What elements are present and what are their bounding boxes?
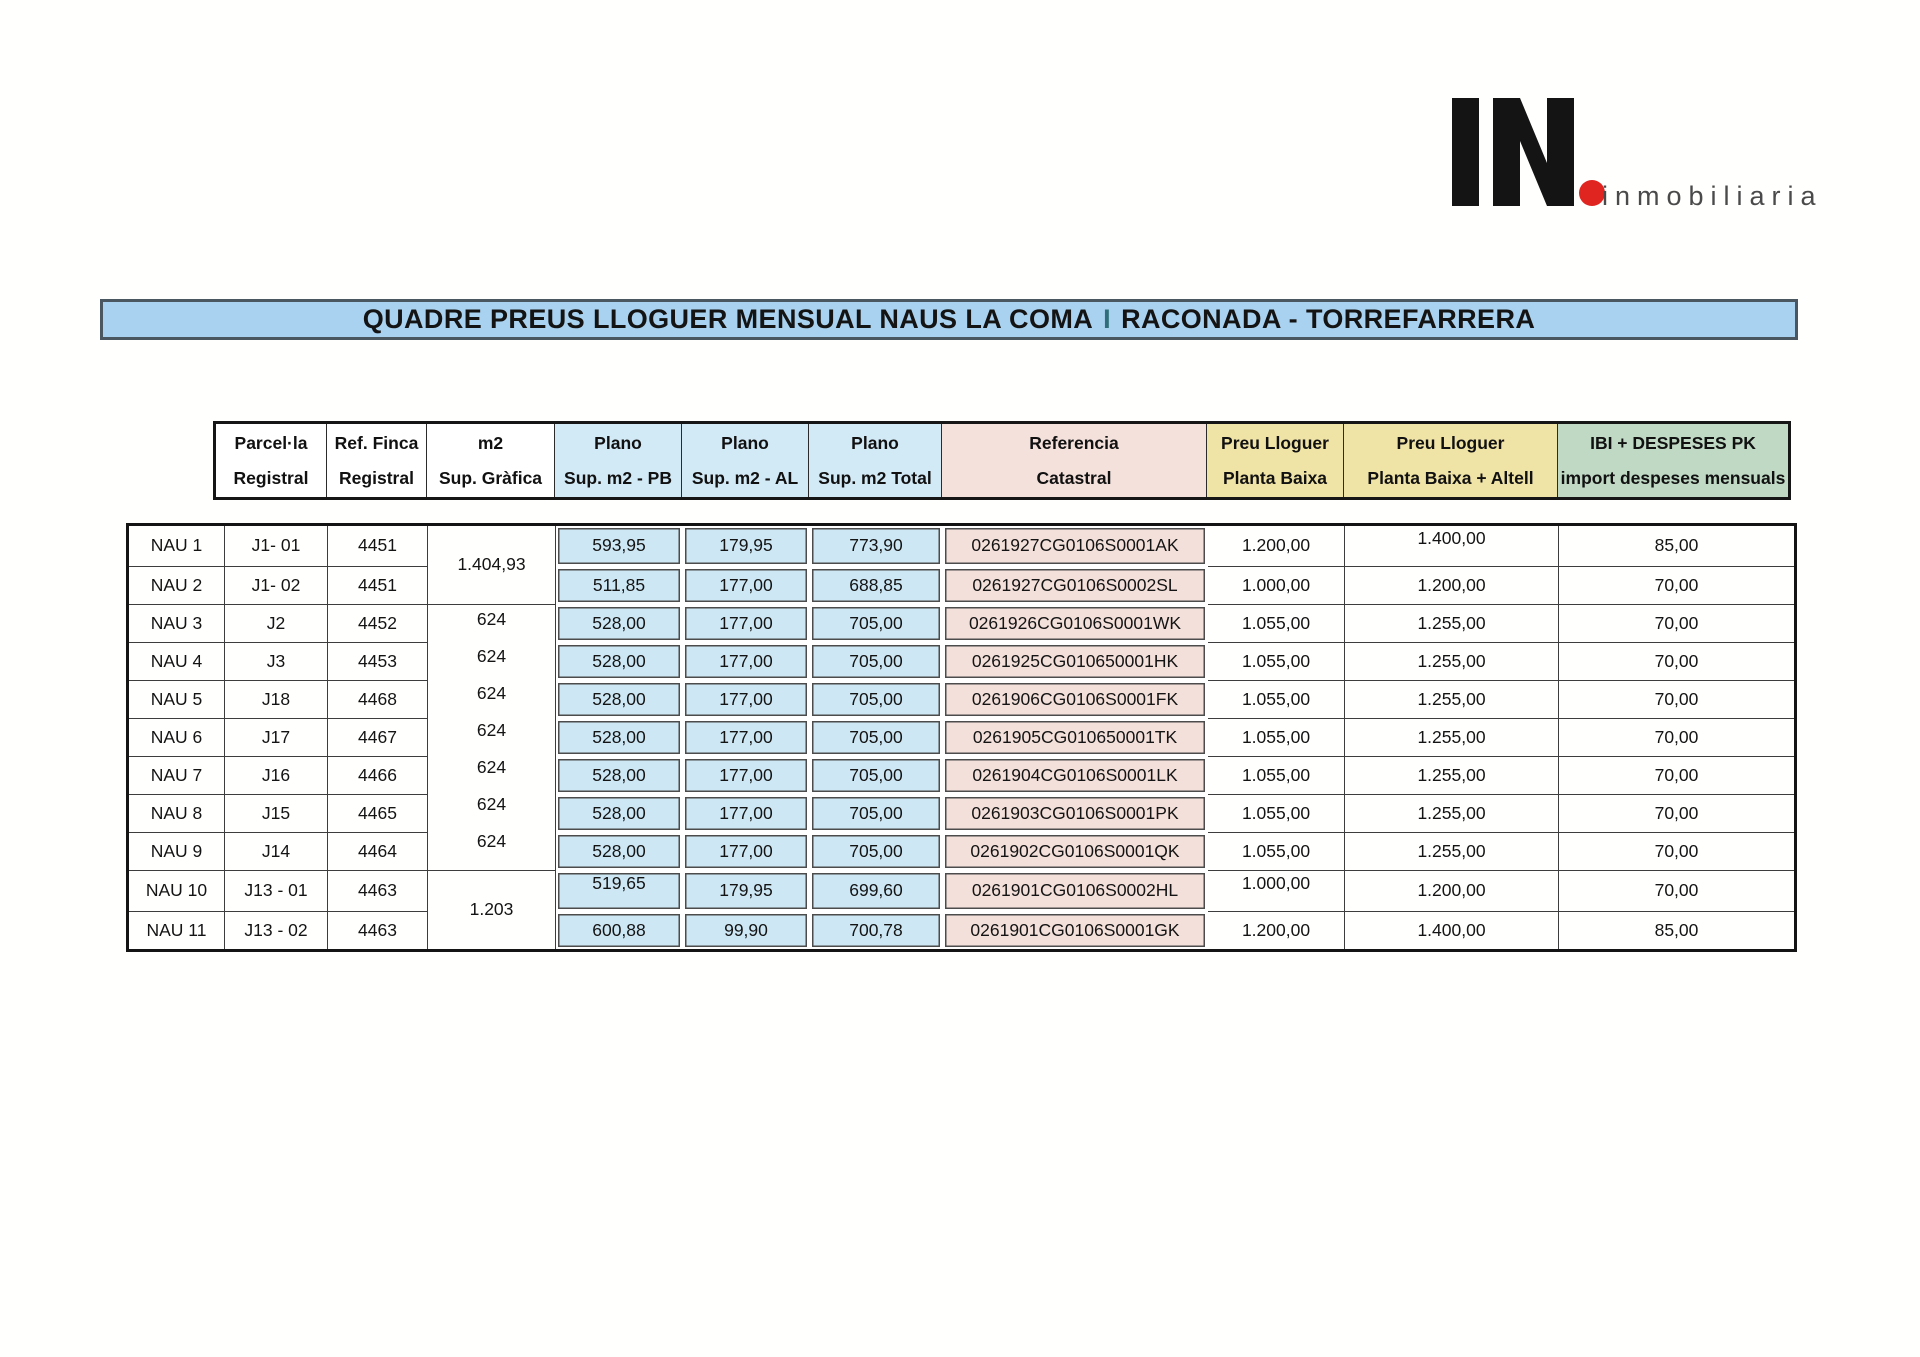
title-separator: I bbox=[1103, 304, 1112, 334]
cell-ref_finca: 4467 bbox=[328, 719, 428, 757]
cell-ibi: 70,00 bbox=[1559, 833, 1796, 871]
cell-m2-sup-grafica bbox=[428, 871, 556, 951]
header-line2: Sup. m2 - AL bbox=[691, 468, 799, 489]
cell-pb: 528,00 bbox=[556, 681, 683, 719]
cell-referencia: 0261901CG0106S0002HL bbox=[943, 871, 1208, 912]
cell-nau: NAU 7 bbox=[128, 757, 225, 795]
cell-parcella: J13 - 02 bbox=[225, 912, 328, 951]
cell-referencia: 0261925CG010650001HK bbox=[943, 643, 1208, 681]
cell-nau: NAU 1 bbox=[128, 525, 225, 567]
cell-ref_finca: 4451 bbox=[328, 567, 428, 605]
cell-al: 177,00 bbox=[683, 681, 810, 719]
cell-total: 705,00 bbox=[810, 757, 943, 795]
header-line1: Parcel·la bbox=[234, 432, 308, 453]
cell-preu_alt: 1.400,00 bbox=[1345, 912, 1559, 951]
header-row bbox=[215, 423, 1790, 499]
cell-preu_alt: 1.255,00 bbox=[1345, 719, 1559, 757]
cell-total: 700,78 bbox=[810, 912, 943, 951]
cell-preu_pb: 1.055,00 bbox=[1208, 757, 1345, 795]
cell-pb: 593,95 bbox=[556, 525, 683, 567]
cell-total: 773,90 bbox=[810, 525, 943, 567]
cell-m2-sup-grafica bbox=[428, 605, 556, 871]
cell-preu_pb: 1.055,00 bbox=[1208, 643, 1345, 681]
cell-nau: NAU 9 bbox=[128, 833, 225, 871]
header-line2: Sup. Gràfica bbox=[438, 468, 543, 489]
header-line1: Ref. Finca bbox=[334, 432, 419, 453]
header-line1: Preu Lloguer bbox=[1396, 432, 1505, 453]
cell-nau: NAU 2 bbox=[128, 567, 225, 605]
page-title-bar bbox=[100, 299, 1798, 340]
cell-preu_pb: 1.055,00 bbox=[1208, 833, 1345, 871]
header-cell-6 bbox=[942, 423, 1207, 499]
page-title-right: RACONADA - TORREFARRERA bbox=[1121, 304, 1536, 334]
header-line1: Preu Lloguer bbox=[1221, 432, 1329, 453]
m2-value: 1.404,93 bbox=[457, 554, 526, 575]
table-row bbox=[128, 757, 1796, 795]
cell-al: 177,00 bbox=[683, 833, 810, 871]
cell-ibi: 70,00 bbox=[1559, 757, 1796, 795]
cell-pb: 528,00 bbox=[556, 643, 683, 681]
cell-ref_finca: 4453 bbox=[328, 643, 428, 681]
cell-referencia: 0261927CG0106S0002SL bbox=[943, 567, 1208, 605]
cell-parcella: J18 bbox=[225, 681, 328, 719]
table-row bbox=[128, 681, 1796, 719]
logo-subtitle: inmobiliaria bbox=[1602, 181, 1823, 211]
table-row bbox=[128, 871, 1796, 912]
cell-preu_alt: 1.255,00 bbox=[1345, 833, 1559, 871]
cell-ref_finca: 4451 bbox=[328, 525, 428, 567]
cell-al: 177,00 bbox=[683, 795, 810, 833]
header-line2: Registral bbox=[339, 468, 414, 489]
header-cell-7 bbox=[1207, 423, 1344, 499]
cell-ref_finca: 4463 bbox=[328, 871, 428, 912]
cell-preu_pb: 1.055,00 bbox=[1208, 719, 1345, 757]
cell-preu_pb: 1.000,00 bbox=[1208, 567, 1345, 605]
cell-total: 705,00 bbox=[810, 643, 943, 681]
m2-value: 624 bbox=[476, 831, 507, 851]
cell-ibi: 70,00 bbox=[1559, 567, 1796, 605]
header-line2: Planta Baixa + Altell bbox=[1367, 468, 1534, 489]
cell-preu_pb: 1.000,00 bbox=[1208, 871, 1345, 912]
cell-referencia: 0261901CG0106S0001GK bbox=[943, 912, 1208, 951]
cell-parcella: J14 bbox=[225, 833, 328, 871]
header-line2: Sup. m2 Total bbox=[818, 468, 932, 489]
table-row bbox=[128, 605, 1796, 643]
header-line2: Planta Baixa bbox=[1222, 468, 1328, 489]
header-line2: import despeses mensuals bbox=[1560, 468, 1786, 489]
cell-parcella: J17 bbox=[225, 719, 328, 757]
cell-total: 705,00 bbox=[810, 719, 943, 757]
cell-preu_alt: 1.255,00 bbox=[1345, 643, 1559, 681]
header-cell-1 bbox=[327, 423, 427, 499]
cell-pb: 600,88 bbox=[556, 912, 683, 951]
header-cell-5 bbox=[809, 423, 942, 499]
cell-ref_finca: 4464 bbox=[328, 833, 428, 871]
cell-nau: NAU 10 bbox=[128, 871, 225, 912]
table-row bbox=[128, 643, 1796, 681]
m2-value: 624 bbox=[476, 794, 507, 814]
m2-value: 624 bbox=[476, 683, 507, 703]
header-line1: m2 bbox=[477, 432, 504, 453]
cell-ibi: 70,00 bbox=[1559, 795, 1796, 833]
cell-al: 177,00 bbox=[683, 605, 810, 643]
cell-pb: 519,65 bbox=[556, 871, 683, 912]
cell-al: 177,00 bbox=[683, 643, 810, 681]
cell-al: 177,00 bbox=[683, 757, 810, 795]
cell-preu_alt: 1.200,00 bbox=[1345, 567, 1559, 605]
header-cell-0 bbox=[215, 423, 327, 499]
cell-parcella: J1- 01 bbox=[225, 525, 328, 567]
m2-value: 624 bbox=[476, 646, 507, 666]
cell-preu_pb: 1.055,00 bbox=[1208, 681, 1345, 719]
cell-nau: NAU 3 bbox=[128, 605, 225, 643]
cell-preu_alt: 1.255,00 bbox=[1345, 681, 1559, 719]
cell-parcella: J2 bbox=[225, 605, 328, 643]
cell-pb: 528,00 bbox=[556, 757, 683, 795]
cell-preu_alt: 1.255,00 bbox=[1345, 757, 1559, 795]
company-logo bbox=[1452, 98, 1823, 213]
cell-al: 99,90 bbox=[683, 912, 810, 951]
cell-referencia: 0261903CG0106S0001PK bbox=[943, 795, 1208, 833]
cell-ibi: 70,00 bbox=[1559, 719, 1796, 757]
header-line2: Sup. m2 - PB bbox=[564, 468, 672, 489]
cell-al: 179,95 bbox=[683, 871, 810, 912]
page-title-left: QUADRE PREUS LLOGUER MENSUAL NAUS LA COMA bbox=[362, 304, 1094, 334]
cell-ref_finca: 4468 bbox=[328, 681, 428, 719]
cell-al: 177,00 bbox=[683, 719, 810, 757]
header-line1: Plano bbox=[594, 432, 642, 453]
cell-parcella: J15 bbox=[225, 795, 328, 833]
pricing-table bbox=[126, 523, 1797, 952]
header-line1: Referencia bbox=[1029, 432, 1119, 453]
cell-ibi: 70,00 bbox=[1559, 605, 1796, 643]
cell-total: 688,85 bbox=[810, 567, 943, 605]
cell-ibi: 70,00 bbox=[1559, 643, 1796, 681]
table-row bbox=[128, 719, 1796, 757]
cell-total: 699,60 bbox=[810, 871, 943, 912]
table-row bbox=[128, 567, 1796, 605]
cell-ref_finca: 4466 bbox=[328, 757, 428, 795]
cell-ref_finca: 4463 bbox=[328, 912, 428, 951]
table-row bbox=[128, 833, 1796, 871]
cell-al: 179,95 bbox=[683, 525, 810, 567]
cell-ref_finca: 4465 bbox=[328, 795, 428, 833]
cell-pb: 528,00 bbox=[556, 719, 683, 757]
cell-parcella: J1- 02 bbox=[225, 567, 328, 605]
cell-preu_pb: 1.200,00 bbox=[1208, 525, 1345, 567]
cell-pb: 511,85 bbox=[556, 567, 683, 605]
header-cell-2 bbox=[427, 423, 555, 499]
cell-preu_alt: 1.255,00 bbox=[1345, 605, 1559, 643]
cell-referencia: 0261927CG0106S0001AK bbox=[943, 525, 1208, 567]
cell-referencia: 0261902CG0106S0001QK bbox=[943, 833, 1208, 871]
cell-total: 705,00 bbox=[810, 795, 943, 833]
logo-in-mark bbox=[1452, 98, 1622, 213]
cell-ibi: 70,00 bbox=[1559, 871, 1796, 912]
cell-parcella: J3 bbox=[225, 643, 328, 681]
header-line2: Registral bbox=[233, 468, 309, 489]
cell-ibi: 85,00 bbox=[1559, 912, 1796, 951]
cell-total: 705,00 bbox=[810, 605, 943, 643]
cell-parcella: J13 - 01 bbox=[225, 871, 328, 912]
m2-value: 624 bbox=[476, 757, 507, 777]
cell-nau: NAU 4 bbox=[128, 643, 225, 681]
cell-pb: 528,00 bbox=[556, 605, 683, 643]
table-row bbox=[128, 795, 1796, 833]
pricing-table-header bbox=[213, 421, 1791, 500]
table-row bbox=[128, 525, 1796, 567]
header-cell-3 bbox=[555, 423, 682, 499]
cell-al: 177,00 bbox=[683, 567, 810, 605]
cell-referencia: 0261906CG0106S0001FK bbox=[943, 681, 1208, 719]
cell-total: 705,00 bbox=[810, 833, 943, 871]
m2-value: 1.203 bbox=[469, 899, 514, 920]
cell-preu_pb: 1.055,00 bbox=[1208, 795, 1345, 833]
table-row bbox=[128, 912, 1796, 951]
header-line2: Catastral bbox=[1036, 468, 1112, 489]
cell-ibi: 85,00 bbox=[1559, 525, 1796, 567]
header-cell-4 bbox=[682, 423, 809, 499]
cell-preu_pb: 1.200,00 bbox=[1208, 912, 1345, 951]
cell-referencia: 0261926CG0106S0001WK bbox=[943, 605, 1208, 643]
cell-preu_alt: 1.200,00 bbox=[1345, 871, 1559, 912]
header-cell-8 bbox=[1344, 423, 1558, 499]
m2-value: 624 bbox=[476, 609, 507, 629]
cell-m2-sup-grafica bbox=[428, 525, 556, 605]
cell-preu_alt: 1.255,00 bbox=[1345, 795, 1559, 833]
cell-nau: NAU 11 bbox=[128, 912, 225, 951]
cell-preu_pb: 1.055,00 bbox=[1208, 605, 1345, 643]
cell-referencia: 0261905CG010650001TK bbox=[943, 719, 1208, 757]
cell-parcella: J16 bbox=[225, 757, 328, 795]
m2-value: 624 bbox=[476, 720, 507, 740]
header-line1: Plano bbox=[851, 432, 899, 453]
header-line1: Plano bbox=[721, 432, 769, 453]
cell-pb: 528,00 bbox=[556, 795, 683, 833]
cell-nau: NAU 6 bbox=[128, 719, 225, 757]
cell-nau: NAU 5 bbox=[128, 681, 225, 719]
cell-preu_alt: 1.400,00 bbox=[1345, 525, 1559, 567]
cell-nau: NAU 8 bbox=[128, 795, 225, 833]
header-cell-9 bbox=[1558, 423, 1790, 499]
cell-referencia: 0261904CG0106S0001LK bbox=[943, 757, 1208, 795]
cell-total: 705,00 bbox=[810, 681, 943, 719]
cell-ibi: 70,00 bbox=[1559, 681, 1796, 719]
cell-ref_finca: 4452 bbox=[328, 605, 428, 643]
cell-pb: 528,00 bbox=[556, 833, 683, 871]
header-line1: IBI + DESPESES PK bbox=[1590, 432, 1756, 453]
